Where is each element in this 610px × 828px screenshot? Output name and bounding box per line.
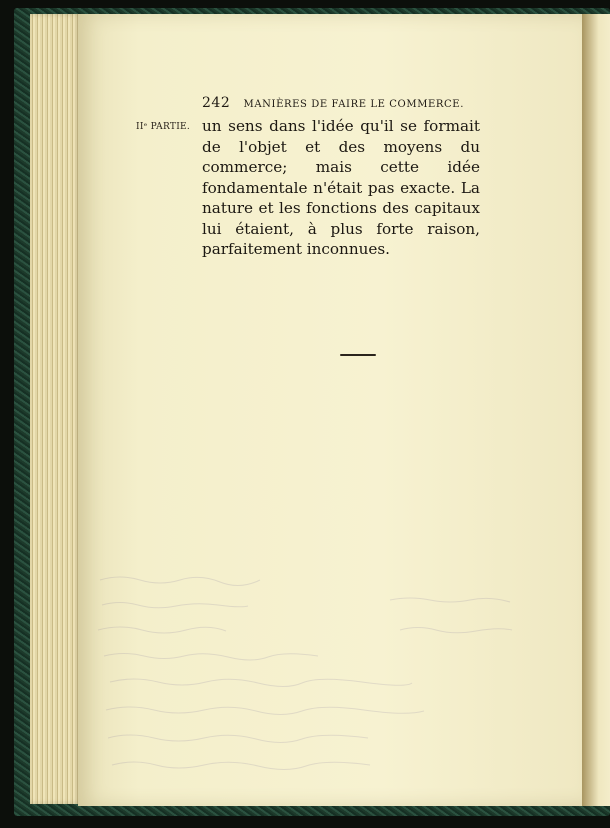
section-rule	[340, 354, 376, 356]
facing-page-edge	[582, 14, 610, 806]
running-head: MANIÈRES DE FAIRE LE COMMERCE.	[243, 99, 464, 110]
margin-note: IIᵉ PARTIE.	[136, 122, 191, 132]
paragraph: un sens dans l'idée qu'il se formait de l'objet et des moyens du commerce; mais cette idée fondamentale n'était pas exacte. La nature et les fonctions des capitaux lui étaient, à plus forte raison, parfaitement inconnues.	[202, 117, 480, 258]
page-edges	[30, 14, 82, 804]
body-text	[202, 116, 480, 260]
page-header	[202, 95, 464, 113]
page-number: 242	[202, 95, 231, 111]
